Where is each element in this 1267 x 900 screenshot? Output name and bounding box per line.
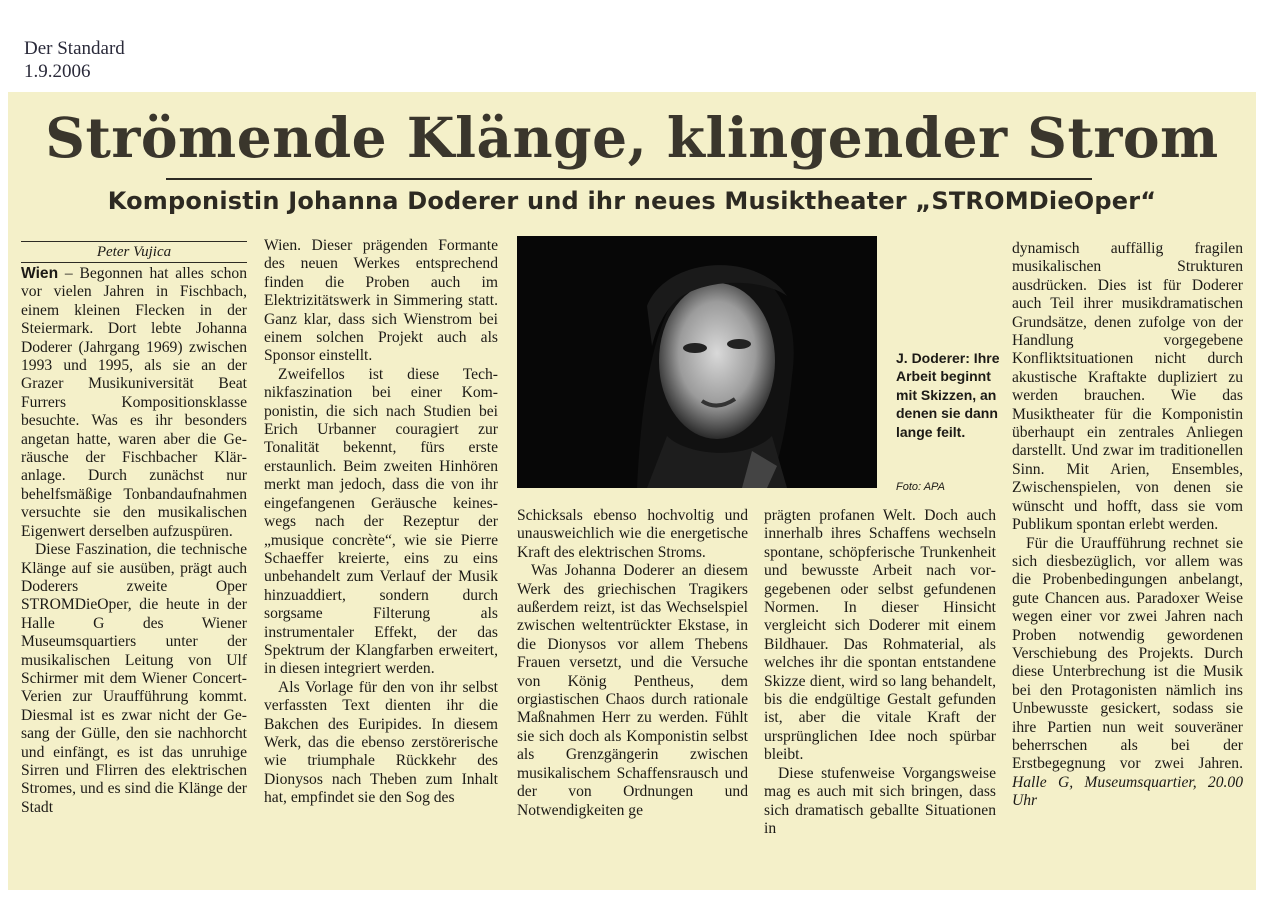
article-subtitle: Komponistin Johanna Doderer und ihr neues Musiktheater „STROMDieOper“ bbox=[107, 187, 1157, 215]
paragraph: Was Johanna Doderer an diesem Werk des griechischen Tragikers außerdem reizt, ist das Wechselspiel zwischen weltentrückter Ekstase, in die Dionysos vor allem Thebens Frauen versetzt, und die Versuche von König Pentheus, dem orgiastischen Chaos durch rationale Maßnahmen Herr zu werden. Fühlt sie sich doch als Komponistin selbst als Grenzgängerin zwischen musikalischem Schaffensrausch und der von Ordnungen und Notwendigkeiten ge bbox=[517, 562, 748, 819]
paragraph: Als Vorlage für den von ihr selbst verfassten Text dienten ihr die Bakchen des Euripides. In diesem Werk, das die ebenso zerstörerische wie triumphale Rückkehr des Dionysos nach Theben zum Inhalt hat, empfindet sie den Sog des bbox=[264, 678, 498, 807]
title-rule bbox=[166, 178, 1092, 180]
paragraph: dynamisch auffällig fragilen musikalischen Strukturen ausdrücken. Dies ist für Doderer auch Teil ihrer musikdramatischen Grundsätze, denen zufolge von der Handlung vorgegebene Konfliktsituationen nicht durch akustische Kraftakte dupliziert zu werden brauchen. Wie das Musiktheater für die Komponistin überhaupt ein zentrales Anliegen darstellt. Und zwar im traditionellen Sinn. Mit Arien, Ensembles, Zwischenspielen, von denen sie wünscht und hofft, dass sie vom Publikum spontan erlebt werden. bbox=[1012, 240, 1243, 534]
paragraph: Schicksals ebenso hochvoltig und unausweichlich wie die energetische Kraft des elektrischen Stroms. bbox=[517, 507, 748, 561]
newspaper-clipping bbox=[8, 92, 1256, 890]
portrait-illustration bbox=[517, 236, 877, 488]
author-byline: Peter Vujica bbox=[21, 241, 247, 263]
article-title: Strömende Klänge, klingender Strom bbox=[45, 105, 1219, 170]
paragraph: prägten profanen Welt. Doch auch innerhalb ihres Schaffens wechseln spontane, schöpferische Trunkenheit und bewusste Arbeit nach vorgegebenen oder selbst gefundenen Normen. In dieser Hinsicht vergleicht sich Doderer mit einem Bildhauer. Das Rohmaterial, als welches ihr die spontan entstandene Skizze dient, wird so lang behandelt, bis die endgültige Gestalt gefunden ist, aber die vitale Kraft der ursprünglichen Idee noch spürbar bleibt. bbox=[764, 507, 996, 764]
paragraph: Diese Faszination, die technische Klänge auf sie ausüben, prägt auch Doderers zweite Oper STROMDieOper, die heute in der Halle G des Wiener Museumsquartiers unter der musikalischen Leitung von Ulf Schirmer mit dem Wiener Concert-Verien zur Uraufführung kommt. Diesmal ist es zwar nicht der Gesang der Gülle, den sie nachhorcht und einfängt, es ist das unruhige Sirren und Flirren des elektrischen Stromes, und es sind die Klänge der Stadt bbox=[21, 541, 247, 816]
paragraph: Diese stufenweise Vorgangsweise mag es auch mit sich bringen, dass sich dramatisch geballte Situationen in bbox=[764, 764, 996, 837]
photo-credit: Foto: APA bbox=[896, 481, 945, 493]
paragraph-text: Für die Uraufführung rechnet sie sich diesbezüglich, vor allem was die Probenbedingungen anbelangt, gute Chancen aus. Paradoxer Weise wegen einer vor zwei Jahren nach Proben notwendig gewordenen Verschiebung des Projekts. Durch diese Unterbrechung ist die Musik bei den Protagonisten nämlich ins Unbewusste gesickert, sodass sie ihre Partien nun weit souveräner beherrschen als bei der Erstbegegnung vor zwei Jahren. bbox=[1012, 534, 1243, 773]
column-3 bbox=[517, 507, 748, 880]
column-5 bbox=[1012, 240, 1243, 880]
paragraph bbox=[1012, 535, 1243, 811]
column-2 bbox=[264, 237, 498, 880]
publication-date: 1.9.2006 bbox=[24, 61, 91, 82]
portrait-photo bbox=[517, 236, 877, 488]
photo-caption: J. Doderer: Ihre Arbeit beginnt mit Skizzen, an denen sie dann lange feilt. bbox=[896, 350, 1000, 440]
column-1 bbox=[21, 265, 247, 880]
paragraph-text: – Begonnen hat alles schon vor vielen Jahren in Fischbach, einem kleinen Flecken in der Steiermark. Dort lebte Johanna Doderer (Jahrgang 1969) zwischen 1993 und 1995, als sie an der Grazer Musikuniversität Beat Furrers Kompositionsklasse besuchte. Was es ihr besonders angetan hatte, waren aber die Geräusche der Fischbacher Kläranlage. Durch zunächst nur behelfsmäßige Tonbandaufnahmen versuchte sie den musikalischen Eigenwert derselben aufzuspüren. bbox=[21, 265, 247, 540]
dateline: Wien bbox=[21, 265, 59, 282]
source-label bbox=[24, 37, 125, 83]
paragraph: Zweifellos ist diese Technikfaszination bei einer Komponistin, die sich nach Studien bei Erich Urbanner courаgiert zur Tonalität bekennt, fürs erste erstaunlich. Beim zweiten Hinhören merkt man jedoch, dass die von ihr eingefangenen Geräusche keineswegs nach der Rezeptur der „musique concrète“, wie sie Pierre Schaeffer kreierte, eins zu eins unbehandelt zum Verlauf der Musik hinzuaddiert, sondern durch sorgsame Filterung als instrumentaler Effekt, der das Spektrum der Klangfarben erweitert, in diesen integriert werden. bbox=[264, 365, 498, 678]
column-4 bbox=[764, 507, 996, 880]
paragraph bbox=[21, 265, 247, 541]
paragraph: Wien. Dieser prägenden Formante des neuen Werkes entsprechend finden die Proben auch im Elektrizitätswerk in Simmering statt. Ganz klar, dass sich Wienstrom bei einem solchen Projekt auch als Sponsor einstellt. bbox=[264, 237, 498, 365]
publication-name: Der Standard bbox=[24, 38, 125, 59]
venue-info: Halle G, Museumsquartier, 20.00 Uhr bbox=[1012, 773, 1243, 810]
